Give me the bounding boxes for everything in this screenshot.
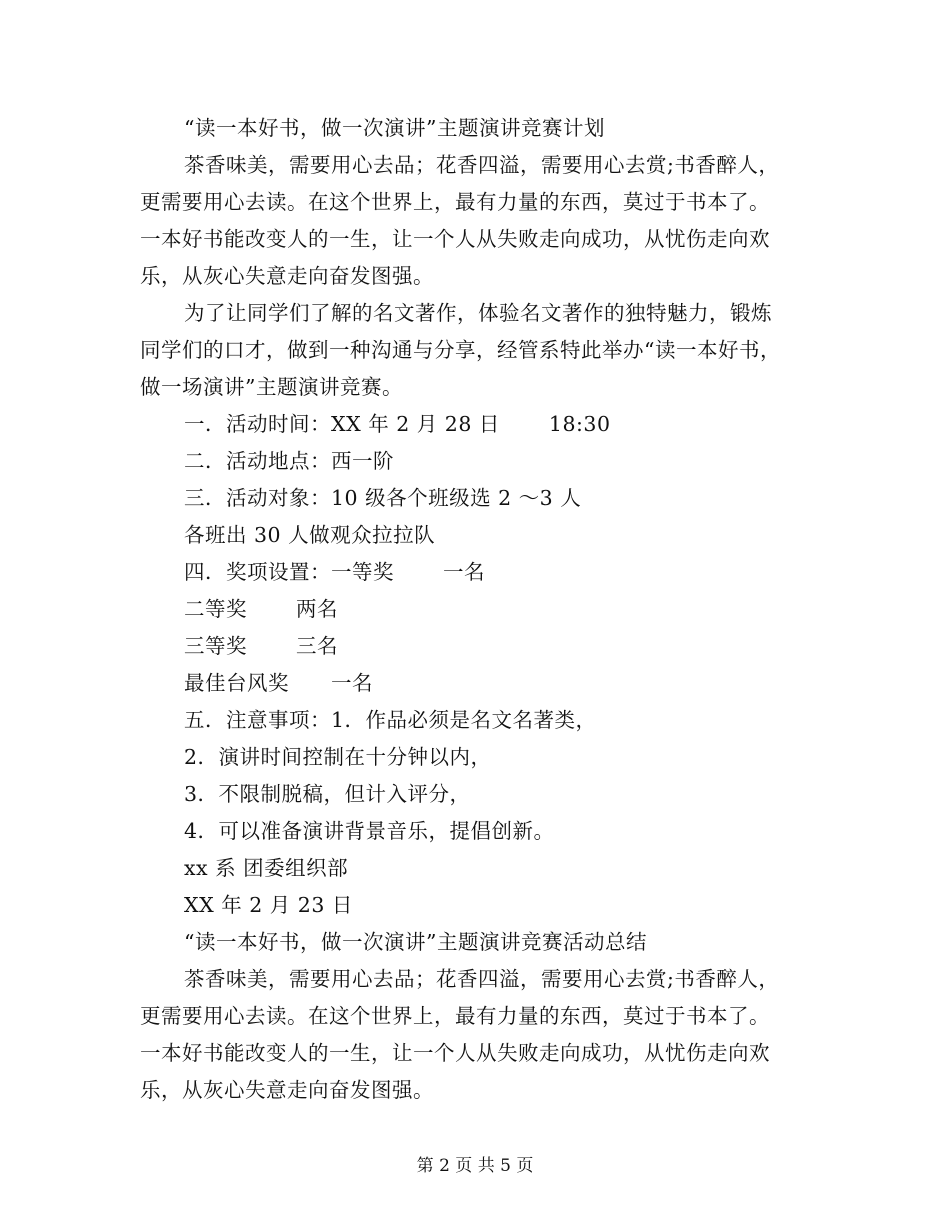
page-number: 第 2 页 共 5 页: [416, 1156, 534, 1176]
activity-target: 三．活动对象：10 级各个班级选 2 ～3 人: [184, 486, 582, 510]
intro-paragraph-line: 茶香味美，需要用心去品；花香四溢，需要用心去赏;书香醉人，: [184, 153, 780, 177]
organizer: xx 系 团委组织部: [184, 856, 349, 880]
intro-paragraph-line: 乐，从灰心失意走向奋发图强。: [140, 264, 434, 288]
activity-time: 一．活动时间：XX 年 2 月 28 日 18:30: [184, 412, 611, 436]
intro-paragraph-line: 一本好书能改变人的一生，让一个人从失败走向成功，从忧伤走向欢: [140, 227, 770, 251]
award-best-style: 最佳台风奖 一名: [184, 671, 373, 695]
purpose-paragraph-line: 同学们的口才，做到一种沟通与分享，经管系特此举办“读一本好书，: [140, 338, 781, 362]
notice-item: 4．可以准备演讲背景音乐，提倡创新。: [184, 819, 555, 843]
intro-paragraph-line: 更需要用心去读。在这个世界上，最有力量的东西，莫过于书本了。: [140, 190, 770, 214]
activity-location: 二．活动地点：西一阶: [184, 449, 394, 473]
notice-item: 2．演讲时间控制在十分钟以内，: [184, 745, 492, 769]
award-third: 三等奖 三名: [184, 634, 339, 658]
summary-paragraph-line: 茶香味美，需要用心去品；花香四溢，需要用心去赏;书香醉人，: [184, 967, 780, 991]
summary-title: “读一本好书，做一次演讲”主题演讲竞赛活动总结: [184, 930, 647, 954]
summary-paragraph-line: 一本好书能改变人的一生，让一个人从失败走向成功，从忧伤走向欢: [140, 1041, 770, 1065]
date: XX 年 2 月 23 日: [184, 893, 353, 917]
notice-item: 3．不限制脱稿，但计入评分，: [184, 782, 471, 806]
award-second: 二等奖 两名: [184, 597, 339, 621]
summary-paragraph-line: 更需要用心去读。在这个世界上，最有力量的东西，莫过于书本了。: [140, 1004, 770, 1028]
purpose-paragraph-line: 做一场演讲”主题演讲竞赛。: [140, 375, 403, 399]
plan-title: “读一本好书，做一次演讲”主题演讲竞赛计划: [184, 116, 605, 140]
notice-item: 五．注意事项：1．作品必须是名文名著类，: [184, 708, 597, 732]
audience-note: 各班出 30 人做观众拉拉队: [184, 523, 436, 547]
award-first: 四．奖项设置：一等奖 一名: [184, 560, 486, 584]
purpose-paragraph-line: 为了让同学们了解的名文著作，体验名文著作的独特魅力，锻炼: [184, 301, 772, 325]
summary-paragraph-line: 乐，从灰心失意走向奋发图强。: [140, 1078, 434, 1102]
